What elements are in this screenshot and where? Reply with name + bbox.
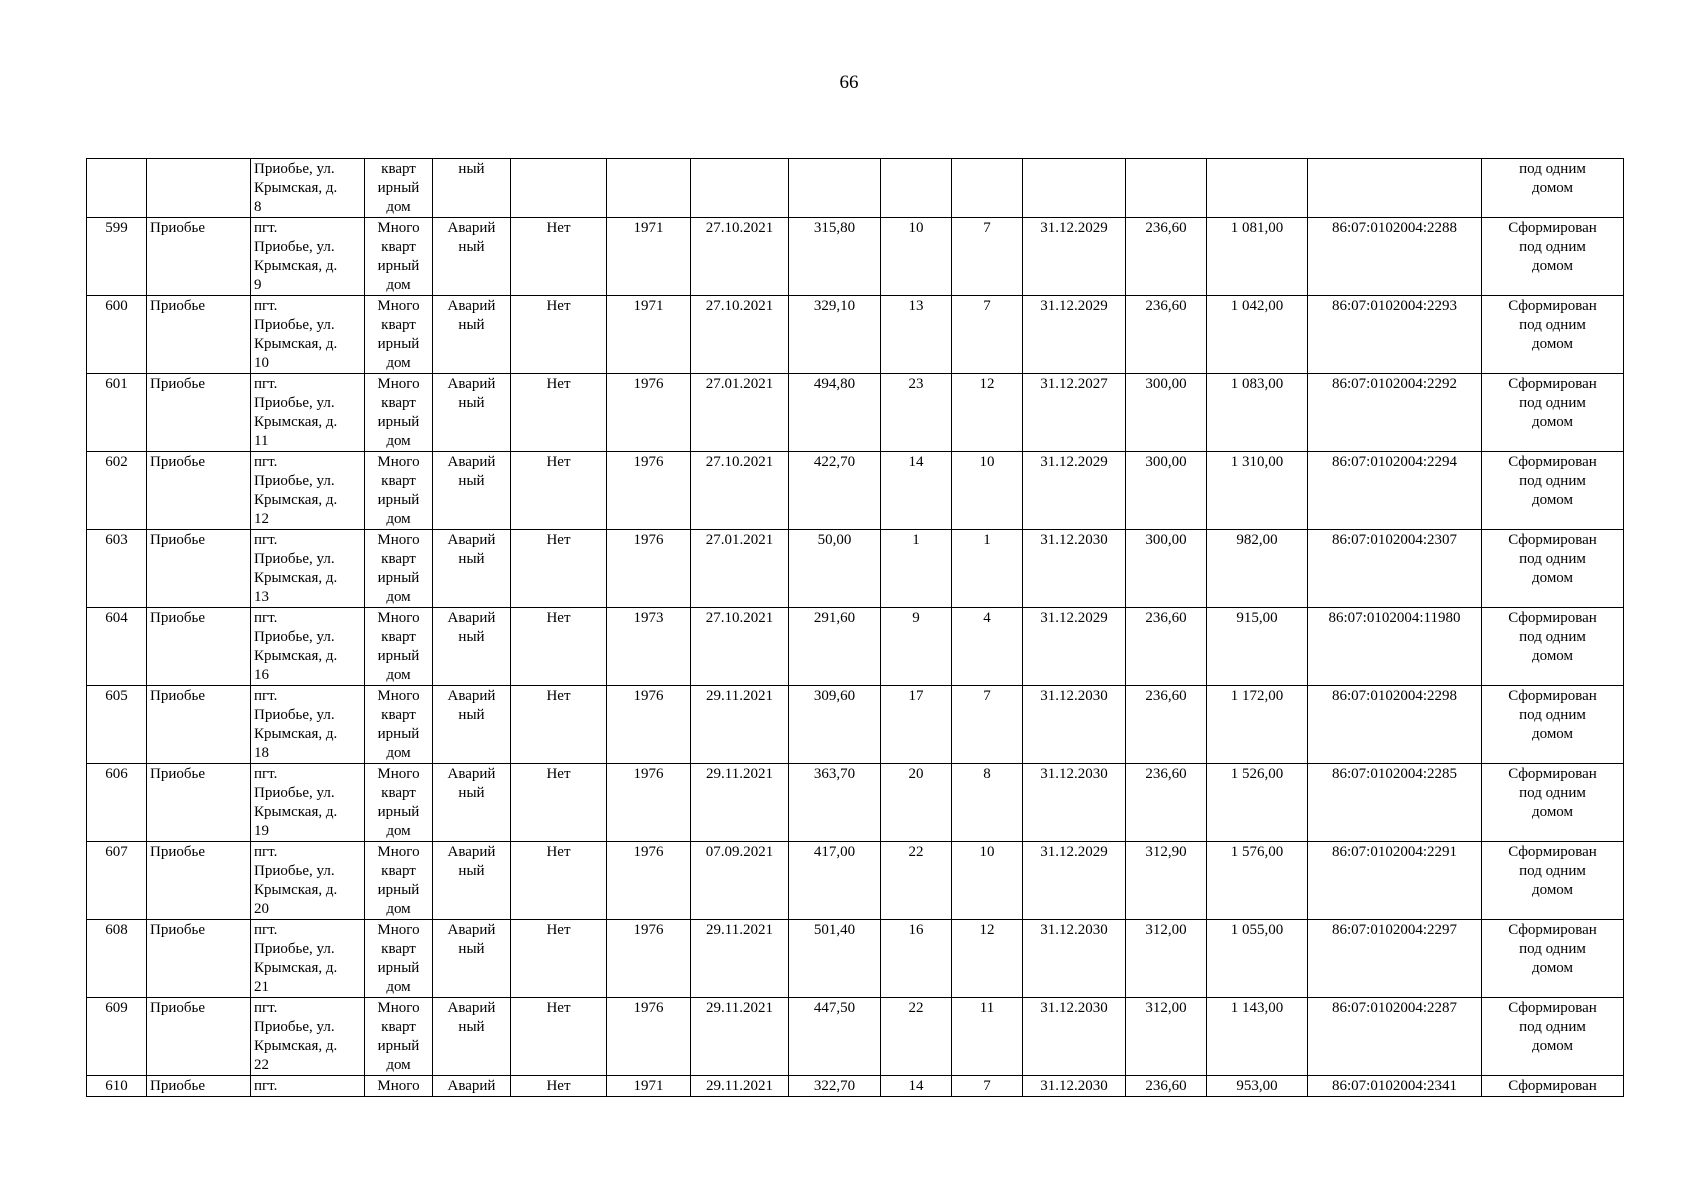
cell-cadastre: 86:07:0102004:2307 xyxy=(1308,530,1482,608)
cell-cadastre: 86:07:0102004:2285 xyxy=(1308,764,1482,842)
cell-address: пгт. Приобье, ул. Крымская, д. 16 xyxy=(251,608,365,686)
cell-land-status: Сформирован под одним домом xyxy=(1482,842,1624,920)
cell-land-status: Сформирован под одним домом xyxy=(1482,452,1624,530)
cell-people: 14 xyxy=(881,452,952,530)
cell-condition: Аварий ный xyxy=(433,608,511,686)
cell-land-area: 1 083,00 xyxy=(1207,374,1308,452)
cell-land-area xyxy=(1207,159,1308,218)
cell-land-area: 982,00 xyxy=(1207,530,1308,608)
cell-building-type: Много xyxy=(365,1076,433,1097)
table-row xyxy=(87,842,1624,920)
cell-number: 605 xyxy=(87,686,147,764)
cell-number: 600 xyxy=(87,296,147,374)
cell-cadastre: 86:07:0102004:2341 xyxy=(1308,1076,1482,1097)
cell-recognition-date: 29.11.2021 xyxy=(691,764,789,842)
cell-land-status: Сформирован под одним домом xyxy=(1482,296,1624,374)
cell-condition: Аварий ный xyxy=(433,686,511,764)
cell-number xyxy=(87,159,147,218)
cell-year: 1971 xyxy=(607,1076,691,1097)
cell-land-status: Сформирован под одним домом xyxy=(1482,608,1624,686)
cell-land-status: Сформирован под одним домом xyxy=(1482,764,1624,842)
cell-price: 236,60 xyxy=(1126,686,1207,764)
cell-address: пгт. Приобье, ул. Крымская, д. 22 xyxy=(251,998,365,1076)
table-row xyxy=(87,608,1624,686)
cell-cadastre: 86:07:0102004:2291 xyxy=(1308,842,1482,920)
cell-recognition-date: 27.10.2021 xyxy=(691,296,789,374)
cell-settlement: Приобье xyxy=(147,608,251,686)
cell-flag: Нет xyxy=(511,530,607,608)
cell-year: 1976 xyxy=(607,920,691,998)
cell-land-area: 1 042,00 xyxy=(1207,296,1308,374)
cell-number: 603 xyxy=(87,530,147,608)
cell-number: 599 xyxy=(87,218,147,296)
cell-condition: ный xyxy=(433,159,511,218)
cell-land-area: 1 310,00 xyxy=(1207,452,1308,530)
cell-price: 300,00 xyxy=(1126,374,1207,452)
cell-condition: Аварий ный xyxy=(433,530,511,608)
cell-settlement: Приобье xyxy=(147,296,251,374)
cell-flag: Нет xyxy=(511,608,607,686)
cell-land-area: 1 055,00 xyxy=(1207,920,1308,998)
cell-people: 23 xyxy=(881,374,952,452)
cell-cadastre: 86:07:0102004:2294 xyxy=(1308,452,1482,530)
cell-price: 300,00 xyxy=(1126,452,1207,530)
cell-apartments: 12 xyxy=(952,374,1023,452)
cell-address: пгт. Приобье, ул. Крымская, д. 20 xyxy=(251,842,365,920)
cell-price xyxy=(1126,159,1207,218)
table-row xyxy=(87,686,1624,764)
cell-building-type: кварт ирный дом xyxy=(365,159,433,218)
cell-condition: Аварий ный xyxy=(433,218,511,296)
cell-area xyxy=(789,159,881,218)
cell-plan-date: 31.12.2030 xyxy=(1023,998,1126,1076)
cell-area: 329,10 xyxy=(789,296,881,374)
cell-recognition-date: 27.10.2021 xyxy=(691,218,789,296)
cell-address: пгт. Приобье, ул. Крымская, д. 21 xyxy=(251,920,365,998)
cell-land-area: 1 081,00 xyxy=(1207,218,1308,296)
cell-settlement: Приобье xyxy=(147,218,251,296)
cell-people: 14 xyxy=(881,1076,952,1097)
cell-cadastre: 86:07:0102004:2297 xyxy=(1308,920,1482,998)
cell-settlement: Приобье xyxy=(147,530,251,608)
cell-cadastre: 86:07:0102004:2293 xyxy=(1308,296,1482,374)
cell-recognition-date: 29.11.2021 xyxy=(691,1076,789,1097)
cell-land-area: 1 143,00 xyxy=(1207,998,1308,1076)
cell-land-status: Сформирован xyxy=(1482,1076,1624,1097)
cell-address: пгт. Приобье, ул. Крымская, д. 9 xyxy=(251,218,365,296)
cell-plan-date: 31.12.2029 xyxy=(1023,296,1126,374)
cell-plan-date: 31.12.2029 xyxy=(1023,452,1126,530)
cell-address: пгт. Приобье, ул. Крымская, д. 13 xyxy=(251,530,365,608)
cell-land-status: Сформирован под одним домом xyxy=(1482,530,1624,608)
cell-condition: Аварий ный xyxy=(433,764,511,842)
cell-building-type: Много кварт ирный дом xyxy=(365,764,433,842)
cell-address: пгт. Приобье, ул. Крымская, д. 10 xyxy=(251,296,365,374)
cell-area: 363,70 xyxy=(789,764,881,842)
cell-settlement: Приобье xyxy=(147,998,251,1076)
table-row xyxy=(87,920,1624,998)
cell-number: 604 xyxy=(87,608,147,686)
cell-cadastre: 86:07:0102004:2298 xyxy=(1308,686,1482,764)
cell-address: Приобье, ул. Крымская, д. 8 xyxy=(251,159,365,218)
cell-area: 417,00 xyxy=(789,842,881,920)
cell-land-area: 1 172,00 xyxy=(1207,686,1308,764)
table-body xyxy=(87,159,1624,1097)
cell-year: 1976 xyxy=(607,452,691,530)
cell-building-type: Много кварт ирный дом xyxy=(365,686,433,764)
cell-recognition-date: 07.09.2021 xyxy=(691,842,789,920)
cell-area: 447,50 xyxy=(789,998,881,1076)
cell-number: 601 xyxy=(87,374,147,452)
cell-building-type: Много кварт ирный дом xyxy=(365,920,433,998)
cell-address: пгт. Приобье, ул. Крымская, д. 18 xyxy=(251,686,365,764)
cell-flag: Нет xyxy=(511,296,607,374)
cell-condition: Аварий ный xyxy=(433,374,511,452)
table-row xyxy=(87,452,1624,530)
cell-people: 16 xyxy=(881,920,952,998)
cell-area: 315,80 xyxy=(789,218,881,296)
cell-area: 494,80 xyxy=(789,374,881,452)
cell-land-status: Сформирован под одним домом xyxy=(1482,374,1624,452)
cell-address: пгт. Приобье, ул. Крымская, д. 19 xyxy=(251,764,365,842)
cell-building-type: Много кварт ирный дом xyxy=(365,296,433,374)
cell-settlement xyxy=(147,159,251,218)
cell-people: 9 xyxy=(881,608,952,686)
cell-building-type: Много кварт ирный дом xyxy=(365,998,433,1076)
cell-settlement: Приобье xyxy=(147,686,251,764)
cell-apartments: 7 xyxy=(952,686,1023,764)
cell-people: 10 xyxy=(881,218,952,296)
cell-land-area: 915,00 xyxy=(1207,608,1308,686)
cell-settlement: Приобье xyxy=(147,452,251,530)
cell-year: 1971 xyxy=(607,296,691,374)
cell-apartments: 10 xyxy=(952,452,1023,530)
cell-flag: Нет xyxy=(511,998,607,1076)
page-number: 66 xyxy=(839,72,859,93)
cell-recognition-date xyxy=(691,159,789,218)
cell-number: 602 xyxy=(87,452,147,530)
cell-address: пгт. Приобье, ул. Крымская, д. 11 xyxy=(251,374,365,452)
cell-settlement: Приобье xyxy=(147,764,251,842)
cell-area: 501,40 xyxy=(789,920,881,998)
cell-apartments: 4 xyxy=(952,608,1023,686)
cell-price: 312,00 xyxy=(1126,998,1207,1076)
cell-number: 610 xyxy=(87,1076,147,1097)
cell-cadastre: 86:07:0102004:11980 xyxy=(1308,608,1482,686)
cell-price: 236,60 xyxy=(1126,218,1207,296)
cell-land-area: 953,00 xyxy=(1207,1076,1308,1097)
cell-people xyxy=(881,159,952,218)
cell-settlement: Приобье xyxy=(147,842,251,920)
cell-land-area: 1 576,00 xyxy=(1207,842,1308,920)
cell-recognition-date: 29.11.2021 xyxy=(691,920,789,998)
cell-price: 236,60 xyxy=(1126,1076,1207,1097)
cell-building-type: Много кварт ирный дом xyxy=(365,452,433,530)
housing-table xyxy=(86,158,1624,1097)
cell-plan-date: 31.12.2030 xyxy=(1023,686,1126,764)
cell-building-type: Много кварт ирный дом xyxy=(365,842,433,920)
cell-apartments: 11 xyxy=(952,998,1023,1076)
cell-area: 309,60 xyxy=(789,686,881,764)
cell-year: 1976 xyxy=(607,374,691,452)
cell-building-type: Много кварт ирный дом xyxy=(365,374,433,452)
cell-recognition-date: 29.11.2021 xyxy=(691,686,789,764)
cell-flag: Нет xyxy=(511,452,607,530)
cell-people: 22 xyxy=(881,998,952,1076)
cell-land-status: Сформирован под одним домом xyxy=(1482,218,1624,296)
cell-price: 236,60 xyxy=(1126,608,1207,686)
cell-people: 22 xyxy=(881,842,952,920)
cell-address: пгт. xyxy=(251,1076,365,1097)
cell-plan-date: 31.12.2030 xyxy=(1023,530,1126,608)
cell-recognition-date: 27.01.2021 xyxy=(691,374,789,452)
cell-year: 1973 xyxy=(607,608,691,686)
cell-condition: Аварий ный xyxy=(433,920,511,998)
cell-year: 1976 xyxy=(607,764,691,842)
cell-number: 609 xyxy=(87,998,147,1076)
cell-plan-date: 31.12.2030 xyxy=(1023,764,1126,842)
cell-cadastre: 86:07:0102004:2287 xyxy=(1308,998,1482,1076)
cell-people: 13 xyxy=(881,296,952,374)
table-row-continued xyxy=(87,159,1624,218)
cell-year: 1976 xyxy=(607,530,691,608)
cell-apartments: 10 xyxy=(952,842,1023,920)
cell-condition: Аварий ный xyxy=(433,296,511,374)
cell-people: 1 xyxy=(881,530,952,608)
cell-address: пгт. Приобье, ул. Крымская, д. 12 xyxy=(251,452,365,530)
cell-apartments xyxy=(952,159,1023,218)
cell-cadastre: 86:07:0102004:2288 xyxy=(1308,218,1482,296)
cell-plan-date: 31.12.2027 xyxy=(1023,374,1126,452)
cell-plan-date: 31.12.2029 xyxy=(1023,608,1126,686)
cell-price: 312,90 xyxy=(1126,842,1207,920)
cell-price: 236,60 xyxy=(1126,296,1207,374)
cell-land-status: Сформирован под одним домом xyxy=(1482,998,1624,1076)
cell-year: 1976 xyxy=(607,842,691,920)
cell-year: 1971 xyxy=(607,218,691,296)
cell-year: 1976 xyxy=(607,998,691,1076)
cell-land-status: Сформирован под одним домом xyxy=(1482,920,1624,998)
cell-flag: Нет xyxy=(511,764,607,842)
table-row xyxy=(87,530,1624,608)
cell-recognition-date: 29.11.2021 xyxy=(691,998,789,1076)
cell-apartments: 7 xyxy=(952,218,1023,296)
cell-cadastre: 86:07:0102004:2292 xyxy=(1308,374,1482,452)
cell-settlement: Приобье xyxy=(147,920,251,998)
cell-apartments: 7 xyxy=(952,1076,1023,1097)
cell-flag: Нет xyxy=(511,842,607,920)
cell-cadastre xyxy=(1308,159,1482,218)
cell-apartments: 7 xyxy=(952,296,1023,374)
table-row xyxy=(87,374,1624,452)
cell-price: 312,00 xyxy=(1126,920,1207,998)
cell-people: 20 xyxy=(881,764,952,842)
cell-year xyxy=(607,159,691,218)
table-row xyxy=(87,998,1624,1076)
cell-price: 236,60 xyxy=(1126,764,1207,842)
cell-apartments: 1 xyxy=(952,530,1023,608)
cell-plan-date: 31.12.2030 xyxy=(1023,920,1126,998)
cell-recognition-date: 27.01.2021 xyxy=(691,530,789,608)
cell-condition: Аварий ный xyxy=(433,452,511,530)
table-row xyxy=(87,1076,1624,1097)
cell-condition: Аварий ный xyxy=(433,998,511,1076)
cell-building-type: Много кварт ирный дом xyxy=(365,530,433,608)
cell-year: 1976 xyxy=(607,686,691,764)
cell-area: 422,70 xyxy=(789,452,881,530)
cell-building-type: Много кварт ирный дом xyxy=(365,608,433,686)
cell-land-status: под одним домом xyxy=(1482,159,1624,218)
cell-apartments: 12 xyxy=(952,920,1023,998)
cell-number: 608 xyxy=(87,920,147,998)
cell-people: 17 xyxy=(881,686,952,764)
cell-settlement: Приобье xyxy=(147,374,251,452)
cell-recognition-date: 27.10.2021 xyxy=(691,452,789,530)
cell-flag: Нет xyxy=(511,920,607,998)
cell-area: 322,70 xyxy=(789,1076,881,1097)
table-row xyxy=(87,296,1624,374)
cell-plan-date: 31.12.2030 xyxy=(1023,1076,1126,1097)
cell-land-area: 1 526,00 xyxy=(1207,764,1308,842)
cell-plan-date xyxy=(1023,159,1126,218)
cell-flag xyxy=(511,159,607,218)
cell-recognition-date: 27.10.2021 xyxy=(691,608,789,686)
cell-building-type: Много кварт ирный дом xyxy=(365,218,433,296)
cell-settlement: Приобье xyxy=(147,1076,251,1097)
cell-price: 300,00 xyxy=(1126,530,1207,608)
table-row xyxy=(87,218,1624,296)
cell-area: 291,60 xyxy=(789,608,881,686)
cell-apartments: 8 xyxy=(952,764,1023,842)
cell-flag: Нет xyxy=(511,1076,607,1097)
cell-plan-date: 31.12.2029 xyxy=(1023,842,1126,920)
cell-condition: Аварий xyxy=(433,1076,511,1097)
cell-area: 50,00 xyxy=(789,530,881,608)
cell-flag: Нет xyxy=(511,686,607,764)
cell-number: 606 xyxy=(87,764,147,842)
cell-land-status: Сформирован под одним домом xyxy=(1482,686,1624,764)
table-row xyxy=(87,764,1624,842)
cell-flag: Нет xyxy=(511,218,607,296)
cell-condition: Аварий ный xyxy=(433,842,511,920)
cell-plan-date: 31.12.2029 xyxy=(1023,218,1126,296)
cell-flag: Нет xyxy=(511,374,607,452)
cell-number: 607 xyxy=(87,842,147,920)
